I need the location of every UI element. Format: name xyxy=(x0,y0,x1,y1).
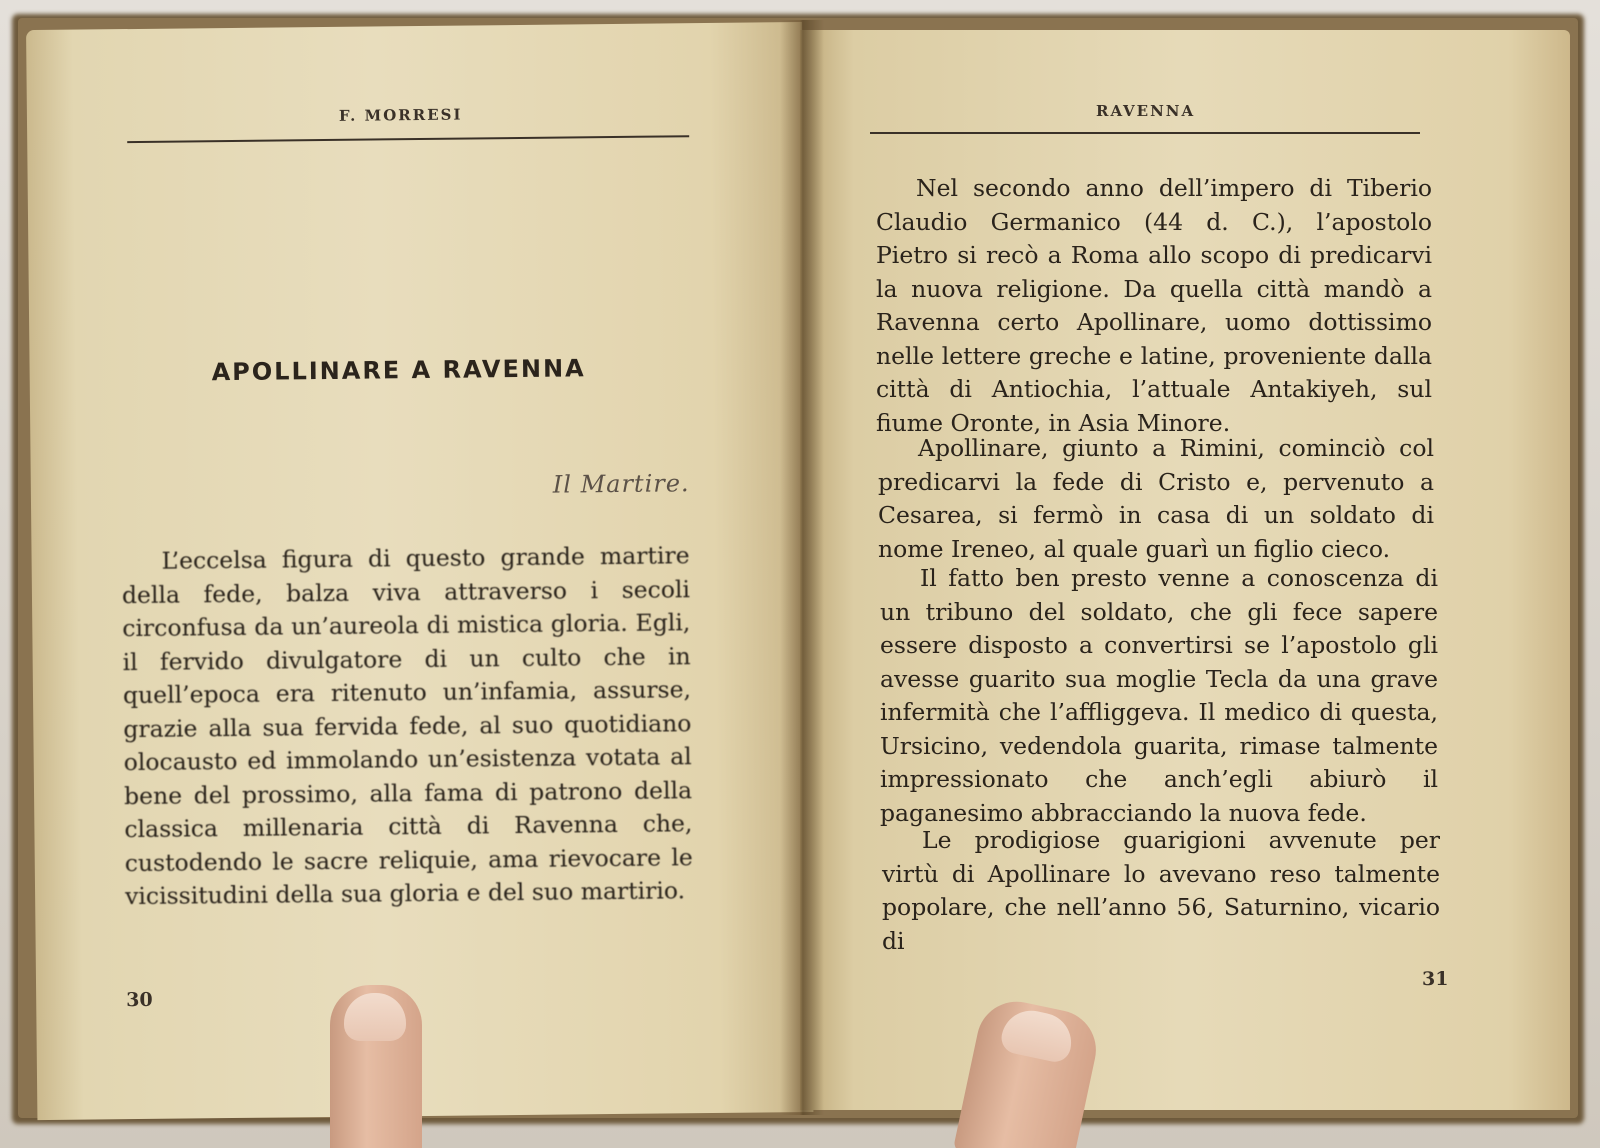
right-page-number: 31 xyxy=(1422,968,1449,990)
left-fingernail xyxy=(344,993,406,1041)
chapter-subtitle: Il Martire. xyxy=(552,469,690,499)
left-paragraph-1: L’eccelsa figura di questo grande martire della fede, balza viva attraverso i secoli circonfusa da un’aureola di mistica gloria. Egli, il fervido divulgatore di un culto che in quell’epoca era ritenuto un’infamia, assurse, grazie alla sua fervida fede, al suo quotidiano olocausto ed immolando un’esistenza votata al bene del prossimo, alla fama di patrono della classica millenaria città di Ravenna che, custodendo le sacre reliquie, ama rievocare le vicissitudini della sua gloria e del suo martirio. xyxy=(121,541,693,911)
left-running-head: F. MORRESI xyxy=(338,105,463,125)
right-fingernail xyxy=(999,1005,1077,1065)
right-paragraph-4: Le prodigiose guarigioni avvenute per virtù di Apollinare lo avevano reso talmente popolare, che nell’anno 56, Saturnino, vicario di xyxy=(882,826,1440,955)
right-head-rule xyxy=(870,132,1420,134)
left-head-rule xyxy=(127,135,689,143)
chapter-title: APOLLINARE A RAVENNA xyxy=(211,354,586,387)
left-page-number: 30 xyxy=(126,988,153,1012)
left-finger xyxy=(330,985,422,1148)
right-paragraph-3: Il fatto ben presto venne a conoscenza di un tribuno del soldato, che gli fece sapere essere disposto a convertirsi se l’apostolo gli avesse guarito sua moglie Tecla da una grave infermità che l’affliggeva. Il medico di questa, Ursicino, vedendola guarita, rimase talmente impressionato che anch’egli abiurò il paganesimo abbracciando la nuova fede. xyxy=(880,564,1438,827)
right-paragraph-2: Apollinare, giunto a Rimini, cominciò col predicarvi la fede di Cristo e, pervenuto a Cesarea, si fermò in casa di un soldato di nome Ireneo, al quale guarì un figlio cieco. xyxy=(878,434,1434,563)
right-page xyxy=(800,30,1570,1110)
book-gutter xyxy=(780,20,824,1115)
left-page xyxy=(26,22,813,1120)
right-paragraph-1: Nel secondo anno dell’impero di Tiberio Claudio Germanico (44 d. C.), l’apostolo Pietro si recò a Roma allo scopo di predicarvi la nuova religione. Da quella città mandò a Ravenna certo Apollinare, uomo dottissimo nelle lettere greche e latine, proveniente dalla città di Antiochia, l’attuale Antakiyeh, sul fiume Oronte, in Asia Minore. xyxy=(876,174,1432,437)
right-running-head: RAVENNA xyxy=(1096,102,1196,120)
